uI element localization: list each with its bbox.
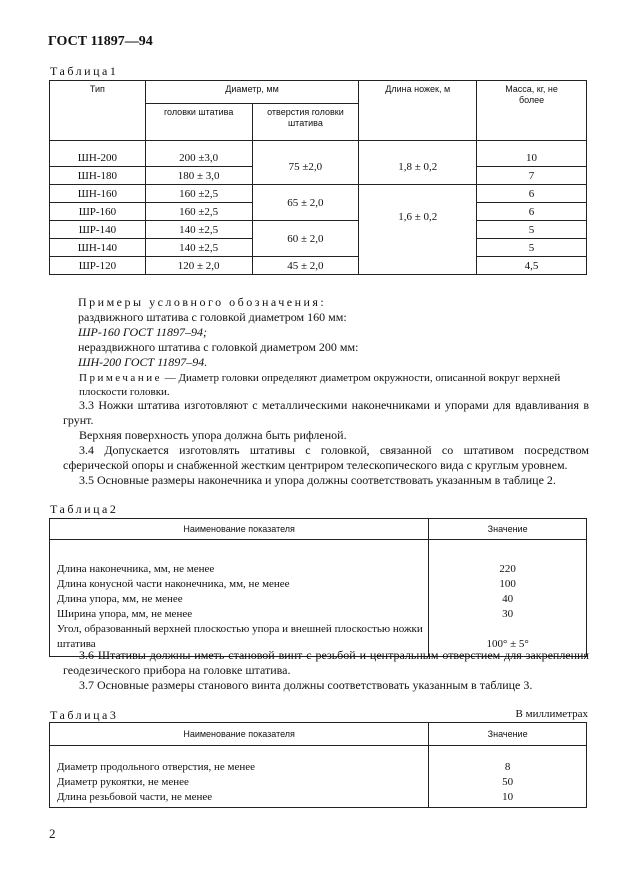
- table-cell: ШР-160: [50, 203, 146, 221]
- list-item-value: 100° ± 5°: [486, 638, 529, 650]
- table-cell: 180 ± 3,0: [145, 167, 252, 185]
- table-cell: ШН-160: [50, 185, 146, 203]
- table-cell: ШН-140: [50, 239, 146, 257]
- table-cell: ШН-200: [50, 149, 146, 167]
- document-header: ГОСТ 11897—94: [48, 34, 153, 49]
- list-item: 30: [502, 608, 514, 620]
- examples-code1: ШР-160 ГОСТ 11897–94;: [78, 325, 207, 339]
- table2-header-name: Наименование показателя: [50, 519, 429, 540]
- table-cell: 1,8 ± 0,2: [359, 149, 477, 185]
- table3-values: [429, 746, 587, 808]
- table1: [49, 80, 587, 275]
- paragraph-text: 3.4 Допускается изготовлять штативы с головкой, связанной со штативом посредством сферической опоры и снабженной жестким центриром телескопического вида с круглым уровнем.: [63, 443, 589, 472]
- table-cell: 5: [477, 221, 587, 239]
- paragraph-3-7: 3.7 Основные размеры станового винта должны соответствовать указанным в таблице 3.: [79, 678, 533, 692]
- table1-header-type: Тип: [50, 81, 146, 141]
- table-cell: 140 ±2,5: [145, 221, 252, 239]
- list-item: Диаметр продольного отверстия, не менее: [57, 761, 256, 773]
- paragraph-3-3b: Верхняя поверхность упора должна быть рифленой.: [79, 428, 347, 442]
- table-cell: 5: [477, 239, 587, 257]
- table1-header-legs: Длина ножек, м: [359, 81, 477, 141]
- table3-header-name: Наименование показателя: [50, 723, 429, 746]
- examples-code2: ШН-200 ГОСТ 11897–94.: [78, 355, 208, 369]
- table1-caption: Таблица1: [50, 64, 119, 78]
- list-item: 220: [499, 563, 516, 575]
- table-cell: 75 ±2,0: [252, 149, 359, 185]
- table1-header-hole: отверстия головки штатива: [252, 103, 359, 140]
- list-item: Длина наконечника, мм, не менее: [57, 563, 215, 575]
- paragraph-3-6: [63, 648, 589, 678]
- table-cell: 65 ± 2,0: [252, 185, 359, 221]
- table1-header-diameter: Диаметр, мм: [145, 81, 359, 104]
- table3-caption: Таблица3: [50, 708, 119, 722]
- list-item: Длина резьбовой части, не менее: [57, 791, 213, 803]
- table2-caption: Таблица2: [50, 502, 119, 516]
- table-cell: 60 ± 2,0: [252, 221, 359, 257]
- table-cell: 45 ± 2,0: [252, 257, 359, 275]
- table2-header-value: Значение: [429, 519, 587, 540]
- table-cell: 200 ±3,0: [145, 149, 252, 167]
- list-item: Диаметр рукоятки, не менее: [57, 776, 189, 788]
- paragraph-3-3: [63, 398, 589, 428]
- table-cell: 160 ±2,5: [145, 203, 252, 221]
- table2-names: [50, 540, 429, 657]
- table2-values: [429, 540, 587, 657]
- list-item: 100: [499, 578, 516, 590]
- table-cell: 4,5: [477, 257, 587, 275]
- table-cell: ШР-120: [50, 257, 146, 275]
- note-text: — Диаметр головки определяют диаметром окружности, описанной вокруг верхней плоскости головки.: [79, 372, 561, 398]
- examples-title: Примеры условного обозначения:: [78, 295, 327, 309]
- list-item: 10: [502, 791, 514, 803]
- table2: [49, 518, 587, 657]
- examples-line2: нераздвижного штатива с головкой диаметром 200 мм:: [78, 340, 359, 354]
- note: [79, 371, 589, 399]
- list-item: 40: [502, 593, 514, 605]
- table3-header-value: Значение: [429, 723, 587, 746]
- examples-line1: раздвижного штатива с головкой диаметром 160 мм:: [78, 310, 347, 324]
- table3-names: [50, 746, 429, 808]
- table1-header-mass: Масса, кг, не более: [477, 81, 587, 141]
- table-cell: 7: [477, 167, 587, 185]
- list-item: 8: [504, 761, 511, 773]
- table-cell: 6: [477, 185, 587, 203]
- paragraph-text: 3.3 Ножки штатива изготовляют с металлическими наконечниками и упорами для вдавливания в грунт.: [63, 398, 589, 427]
- table-cell: 120 ± 2,0: [145, 257, 252, 275]
- list-item: Длина упора, мм, не менее: [57, 593, 183, 605]
- table-cell: 6: [477, 203, 587, 221]
- table-cell: 160 ±2,5: [145, 185, 252, 203]
- table-cell: 1,6 ± 0,2: [359, 185, 477, 275]
- note-label: Примечание: [79, 372, 162, 384]
- list-item: 50: [502, 776, 514, 788]
- list-item: Ширина упора, мм, не менее: [57, 608, 193, 620]
- examples-block: [78, 295, 610, 370]
- page-number: 2: [49, 826, 56, 841]
- table3-units: В миллиметрах: [515, 708, 588, 720]
- table-cell: 10: [477, 149, 587, 167]
- list-item: Длина конусной части наконечника, мм, не менее: [57, 578, 290, 590]
- paragraph-text: 3.6 Штативы должны иметь становой винт с резьбой и центральным отверстием для закрепления геодезического прибора на головке штатива.: [63, 648, 589, 677]
- paragraph-3-4: [63, 443, 589, 473]
- list-item: Угол, образованный верхней плоскостью упора и внешней плоскостью ножки штатива: [57, 623, 423, 650]
- paragraph-3-5: 3.5 Основные размеры наконечника и упора должны соответствовать указанным в таблице 2.: [79, 473, 556, 487]
- table-cell: ШН-180: [50, 167, 146, 185]
- table-cell: ШР-140: [50, 221, 146, 239]
- table1-header-head: головки штатива: [145, 103, 252, 140]
- table-cell: 140 ±2,5: [145, 239, 252, 257]
- table3: [49, 722, 587, 808]
